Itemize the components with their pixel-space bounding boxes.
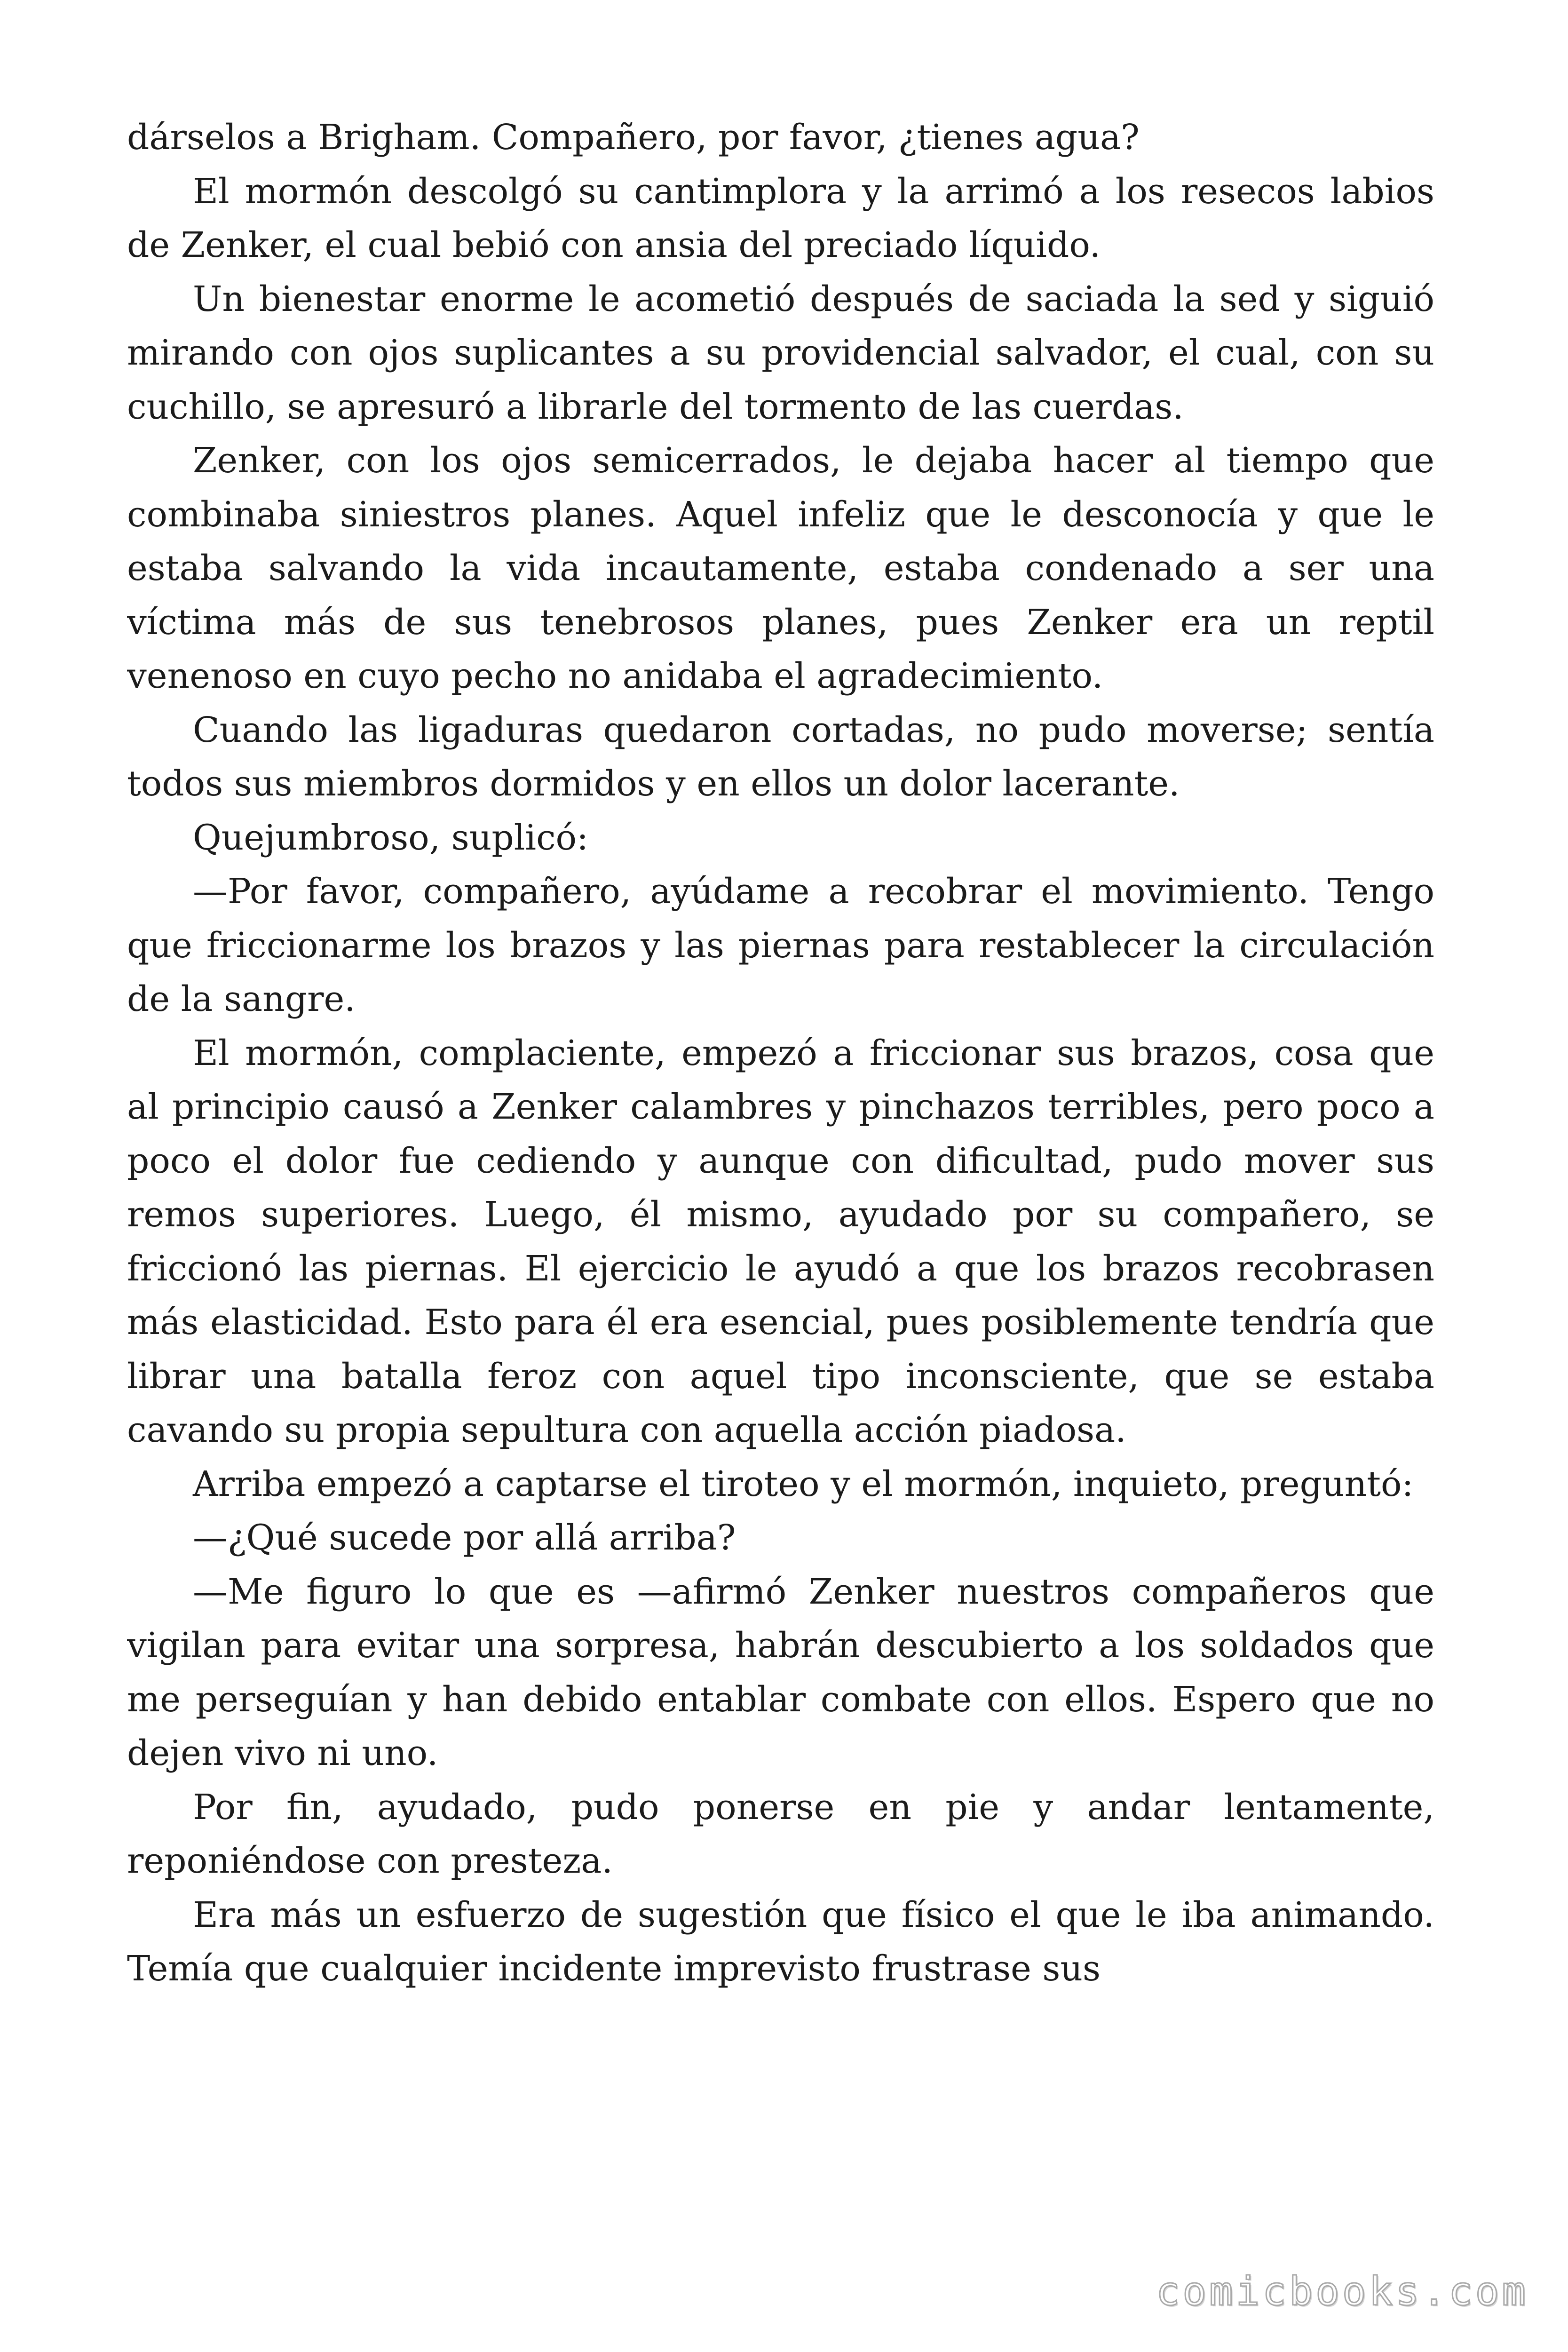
paragraph: El mormón, complaciente, empezó a friccionar sus brazos, cosa que al principio causó a Zenker calambres y pinchazos terribles, pero poco a poco el dolor fue cediendo y aunque con dificultad, pudo mover sus remos superiores. Luego, él mismo, ayudado por su compañero, se friccionó las piernas. El ejercicio le ayudó a que los brazos recobrasen más elasticidad. Esto para él era esencial, pues posiblemente tendría que librar una batalla feroz con aquel tipo inconsciente, que se estaba cavando su propia sepultura con aquella acción piadosa. — [127, 1033, 1434, 1450]
watermark-logo: comicbooks.com — [1156, 2268, 1528, 2314]
paragraph: —Me figuro lo que es —afirmó Zenker nuestros compañeros que vigilan para evitar una sorpresa, habrán descubierto a los soldados que me perseguían y han debido entablar combate con ellos. Espero que no dejen vivo ni uno. — [127, 1571, 1434, 1773]
paragraph: —Por favor, compañero, ayúdame a recobrar el movimiento. Tengo que friccionarme los brazos y las piernas para restablecer la circulación de la sangre. — [127, 871, 1434, 1019]
paragraph: Zenker, con los ojos semicerrados, le dejaba hacer al tiempo que combinaba siniestros planes. Aquel infeliz que le desconocía y que le estaba salvando la vida incautamente, estaba condenado a ser una víctima más de sus tenebrosos planes, pues Zenker era un reptil venenoso en cuyo pecho no anidaba el agradecimiento. — [127, 440, 1434, 696]
paragraph: El mormón descolgó su cantimplora y la arrimó a los resecos labios de Zenker, el cual bebió con ansia del preciado líquido. — [127, 171, 1434, 265]
paragraph: Quejumbroso, suplicó: — [193, 817, 589, 858]
paragraph: Cuando las ligaduras quedaron cortadas, no pudo moverse; sentía todos sus miembros dormidos y en ellos un dolor lacerante. — [127, 709, 1434, 804]
paragraph: Arriba empezó a captarse el tiroteo y el mormón, inquieto, preguntó: — [193, 1463, 1414, 1504]
paragraph: dárselos a Brigham. Compañero, por favor, ¿tienes agua? — [127, 117, 1140, 158]
paragraph: Un bienestar enorme le acometió después de saciada la sed y siguió mirando con ojos suplicantes a su providencial salvador, el cual, con su cuchillo, se apresuró a librarle del tormento de las cuerdas. — [127, 278, 1434, 427]
paragraph: Era más un esfuerzo de sugestión que físico el que le iba animando. Temía que cualquier incidente imprevisto frustrase sus — [127, 1894, 1434, 1989]
paragraph: —¿Qué sucede por allá arriba? — [193, 1518, 736, 1558]
paragraph: Por fin, ayudado, pudo ponerse en pie y andar lentamente, reponiéndose con presteza. — [127, 1787, 1434, 1881]
body-text — [127, 111, 1434, 1996]
book-page — [127, 111, 1434, 2256]
